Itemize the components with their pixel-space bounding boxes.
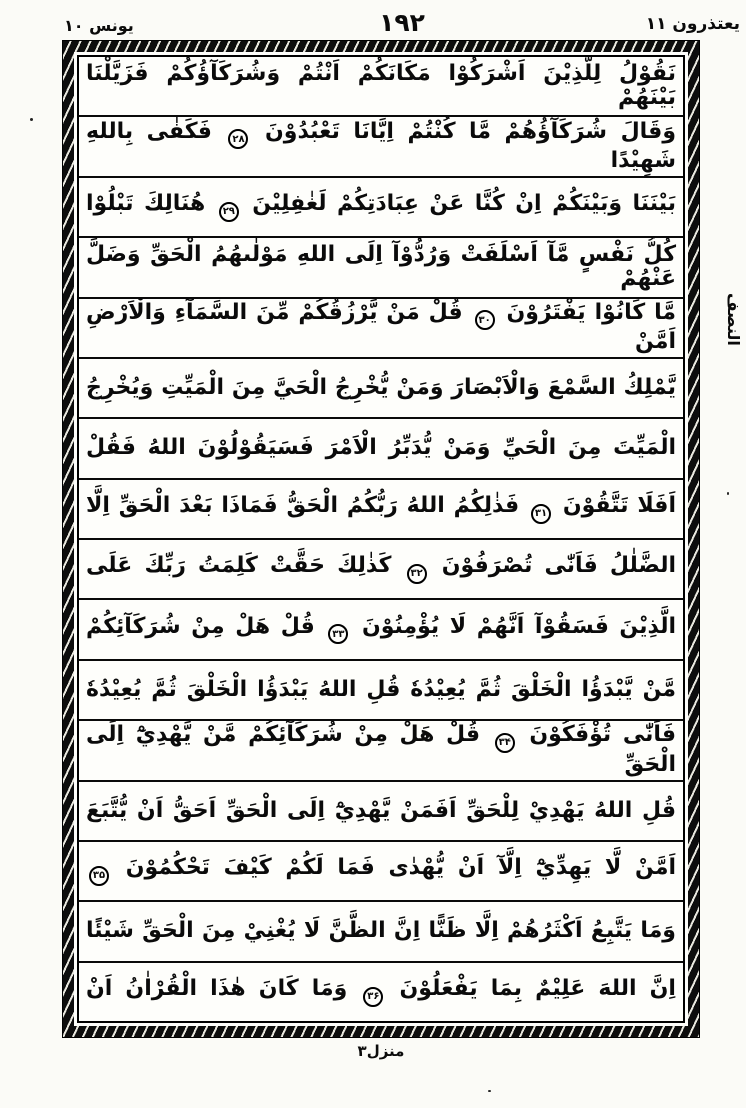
- ayah-number: ۲۹: [219, 202, 239, 222]
- header-juz-label: يعتذرون ۱۱: [645, 14, 740, 34]
- quran-text-line: الَّذِيْنَ فَسَقُوْآ اَنَّهُمْ لَا يُؤْمِنُوْنَ ۳۳ قُلْ هَلْ مِنْ شُرَكَآئِكُمْ: [79, 615, 683, 645]
- text-row: [79, 299, 683, 359]
- text-row: [79, 178, 683, 238]
- quran-text-line: اَفَلَا تَتَّقُوْنَ ۳۱ فَذٰلِكُمُ اللهُ رَبُّكُمُ الْحَقُّ فَمَاذَا بَعْدَ الْحَقِّ اِلَّا: [79, 494, 683, 524]
- text-row: [79, 963, 683, 1021]
- ayah-number: ۳۵: [89, 866, 109, 886]
- text-row: [79, 661, 683, 721]
- quran-text-line: قُلِ اللهُ يَهْدِيْ لِلْحَقِّ اَفَمَنْ يَّهْدِيْٓ اِلَى الْحَقِّ اَحَقُّ اَنْ يُّتَّبَعَ: [86, 797, 676, 823]
- margin-half-juz-marker: النصف: [724, 293, 743, 346]
- text-row: [79, 57, 683, 117]
- quran-text-line: بَيْنَنَا وَبَيْنَكُمْ اِنْ كُنَّا عَنْ عِبَادَتِكُمْ لَغٰفِلِيْنَ ۲۹ هُنَالِكَ تَبْلُوْا: [79, 192, 683, 222]
- print-speck: [727, 492, 729, 495]
- ayah-number: ۳۲: [407, 564, 427, 584]
- quran-text-line: اَمَّنْ لَّا يَهِدِّيْٓ اِلَّآ اَنْ يُّهْدٰى فَمَا لَكُمْ كَيْفَ تَحْكُمُوْنَ ۳۵: [79, 856, 683, 886]
- text-row: [79, 842, 683, 902]
- ayah-number: ۳۶: [363, 987, 383, 1007]
- ayah-number: ۳۳: [328, 624, 348, 644]
- text-row: [79, 419, 683, 479]
- text-row: [79, 117, 683, 177]
- text-row: [79, 480, 683, 540]
- quran-text-line: يَّمْلِكُ السَّمْعَ وَالْاَبْصَارَ وَمَنْ يُّخْرِجُ الْحَيَّ مِنَ الْمَيِّتِ وَيُخْرِجُ: [86, 374, 676, 400]
- quran-text-line: الضَّلٰلُ فَاَنّٰى تُصْرَفُوْنَ ۳۲ كَذٰلِكَ حَقَّتْ كَلِمَتُ رَبِّكَ عَلَى: [79, 554, 683, 584]
- page-header: [62, 8, 740, 42]
- text-row: [79, 238, 683, 298]
- text-row: [79, 540, 683, 600]
- text-row: [79, 359, 683, 419]
- frame-inner-gap: [74, 52, 688, 1026]
- text-row: [79, 721, 683, 781]
- header-page-number: ۱۹۲: [379, 8, 425, 37]
- quran-text-line: فَاَنّٰى تُؤْفَكُوْنَ ۳۴ قُلْ هَلْ مِنْ شُرَكَآئِكُمْ مَّنْ يَّهْدِيْٓ اِلَى الْحَقِّ: [86, 722, 677, 777]
- ayah-number: ۳۱: [531, 504, 551, 524]
- quran-text-line: وَمَا يَتَّبِعُ اَكْثَرُهُمْ اِلَّا ظَنًّا اِنَّ الظَّنَّ لَا يُغْنِيْ مِنَ الْحَقِّ شَيْئًا: [86, 918, 676, 944]
- quran-text-line: الْمَيِّتَ مِنَ الْحَيِّ وَمَنْ يُّدَبِّرُ الْاَمْرَ فَسَيَقُوْلُوْنَ اللهُ فَقُلْ: [86, 435, 676, 461]
- text-row: [79, 902, 683, 962]
- ayah-number: ۳۰: [475, 310, 495, 330]
- quran-text-line: اِنَّ اللهَ عَلِيْمٌ بِمَا يَفْعَلُوْنَ ۳۶ وَمَا كَانَ هٰذَا الْقُرْاٰنُ اَنْ: [79, 977, 683, 1007]
- text-row: [79, 782, 683, 842]
- text-row: [79, 600, 683, 660]
- text-block: [77, 55, 685, 1023]
- quran-text-line: كُلُّ نَفْسٍ مَّآ اَسْلَفَتْ وَرُدُّوْآ اِلَى اللهِ مَوْلٰىهُمُ الْحَقِّ وَضَلَّ عَنْهُمْ: [86, 242, 676, 292]
- print-speck: [30, 118, 33, 121]
- ornamental-frame: [62, 40, 700, 1038]
- ayah-number: ۳۴: [495, 733, 515, 753]
- quran-text-line: وَقَالَ شُرَكَآؤُهُمْ مَّا كُنْتُمْ اِيَّانَا تَعْبُدُوْنَ ۲۸ فَكَفٰى بِاللهِ شَهِيْدًا: [86, 118, 677, 174]
- quran-text-line: نَقُوْلُ لِلَّذِيْنَ اَشْرَكُوْا مَكَانَكُمْ اَنْتُمْ وَشُرَكَآؤُكُمْ فَزَيَّلْنَا بَيْنَهُمْ: [86, 61, 676, 111]
- catchword-manzil: منزل۳: [357, 1042, 405, 1060]
- print-speck: [488, 1090, 491, 1092]
- quran-text-line: مَّا كَانُوْا يَفْتَرُوْنَ ۳۰ قُلْ مَنْ يَّرْزُقُكُمْ مِّنَ السَّمَآءِ وَالْاَرْضِ اَمَّنْ: [86, 299, 676, 355]
- header-surah-label: يونس ۱۰: [64, 16, 134, 35]
- quran-text-line: مَّنْ يَّبْدَؤُا الْخَلْقَ ثُمَّ يُعِيْدُهٗ قُلِ اللهُ يَبْدَؤُا الْخَلْقَ ثُمَّ يُعِيْدُهٗ: [86, 676, 676, 702]
- ayah-number: ۲۸: [228, 129, 248, 149]
